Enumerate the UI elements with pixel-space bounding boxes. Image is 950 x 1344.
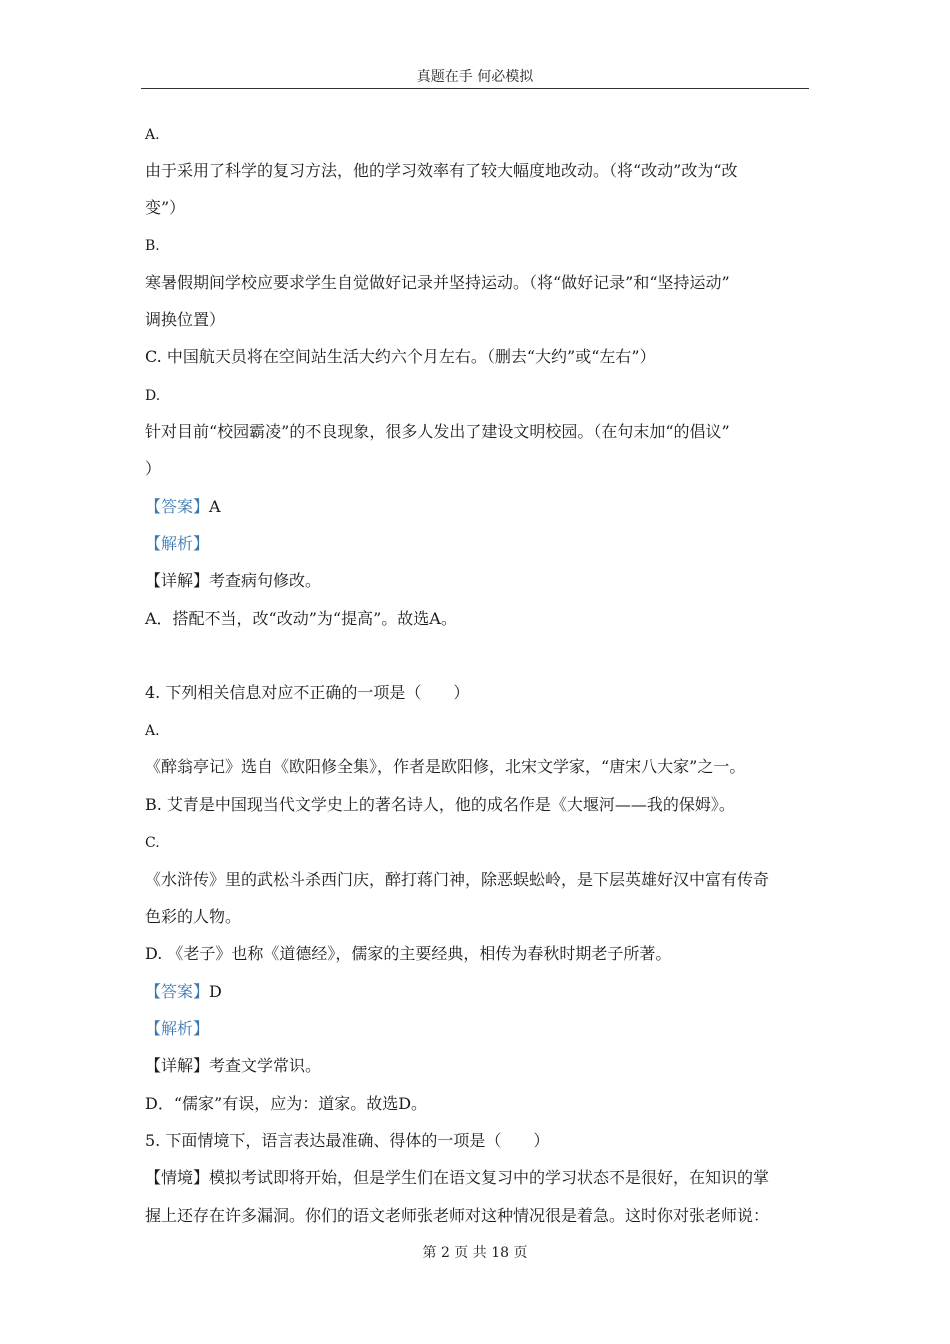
- q3-option-d-label: D.: [145, 388, 161, 404]
- q4-analysis-tag: 【解析】: [145, 1019, 210, 1038]
- q4-question: 4. 下列相关信息对应不正确的一项是（ ）: [145, 683, 470, 702]
- q4-option-b: B. 艾青是中国现当代文学史上的著名诗人，他的成名作是《大堰河——我的保姆》。: [145, 795, 735, 814]
- q3-option-b-line2: 调换位置）: [145, 310, 226, 329]
- q4-option-a-text: 《醉翁亭记》选自《欧阳修全集》，作者是欧阳修，北宋文学家，“唐宋八大家”之一。: [145, 757, 746, 776]
- q3-option-b-label: B.: [145, 238, 160, 254]
- q3-answer: [145, 496, 221, 518]
- q3-option-d-line1: 针对目前“校园霸凌”的不良现象，很多人发出了建设文明校园。（在句末加“的倡议”: [145, 422, 730, 441]
- q5-context-line1: 【情境】模拟考试即将开始，但是学生们在语文复习中的学习状态不是很好，在知识的掌: [145, 1168, 770, 1187]
- q3-analysis-tag: 【解析】: [145, 534, 210, 553]
- q3-option-b-line1: 寒暑假期间学校应要求学生自觉做好记录并坚持运动。（将“做好记录”和“坚持运动”: [145, 273, 730, 292]
- q4-explanation: D．“儒家”有误，应为：道家。故选D。: [145, 1094, 428, 1113]
- q3-option-a-line1: 由于采用了科学的复习方法，他的学习效率有了较大幅度地改动。（将“改动”改为“改: [145, 161, 738, 180]
- q3-option-d-line2: ）: [145, 459, 162, 478]
- page-footer: 第 2 页 共 18 页: [422, 1245, 528, 1261]
- q3-explanation: A．搭配不当，改“改动”为“提高”。故选A。: [145, 609, 457, 628]
- q4-option-c-label: C.: [145, 835, 160, 851]
- page-header-title: 真题在手 何必模拟: [416, 69, 534, 85]
- q3-option-c: C. 中国航天员将在空间站生活大约六个月左右。（删去“大约”或“左右”）: [145, 347, 656, 366]
- q4-answer-tag: 【答案】: [145, 982, 210, 1001]
- q3-detail: 【详解】考查病句修改。: [145, 571, 322, 590]
- q4-answer-value: D: [209, 982, 222, 1001]
- q4-detail: 【详解】考查文学常识。: [145, 1056, 322, 1075]
- q4-option-c-line1: 《水浒传》里的武松斗杀西门庆，醉打蒋门神，除恶蜈蚣岭，是下层英雄好汉中富有传奇: [145, 870, 770, 889]
- q5-context-line2: 握上还存在许多漏洞。你们的语文老师张老师对这种情况很是着急。这时你对张老师说：: [145, 1206, 770, 1225]
- q5-question: 5. 下面情境下，语言表达最准确、得体的一项是（ ）: [145, 1131, 550, 1150]
- q3-option-a-label: A.: [145, 127, 160, 143]
- q3-option-a-line2: 变”）: [145, 198, 186, 217]
- header-divider: [141, 88, 809, 89]
- q3-answer-tag: 【答案】: [145, 497, 210, 516]
- q4-option-c-line2: 色彩的人物。: [145, 907, 242, 926]
- q4-answer: [145, 981, 222, 1003]
- q3-answer-value: A: [209, 497, 221, 516]
- q4-option-a-label: A.: [145, 723, 160, 739]
- q4-option-d: D. 《老子》也称《道德经》，儒家的主要经典，相传为春秋时期老子所著。: [145, 944, 672, 963]
